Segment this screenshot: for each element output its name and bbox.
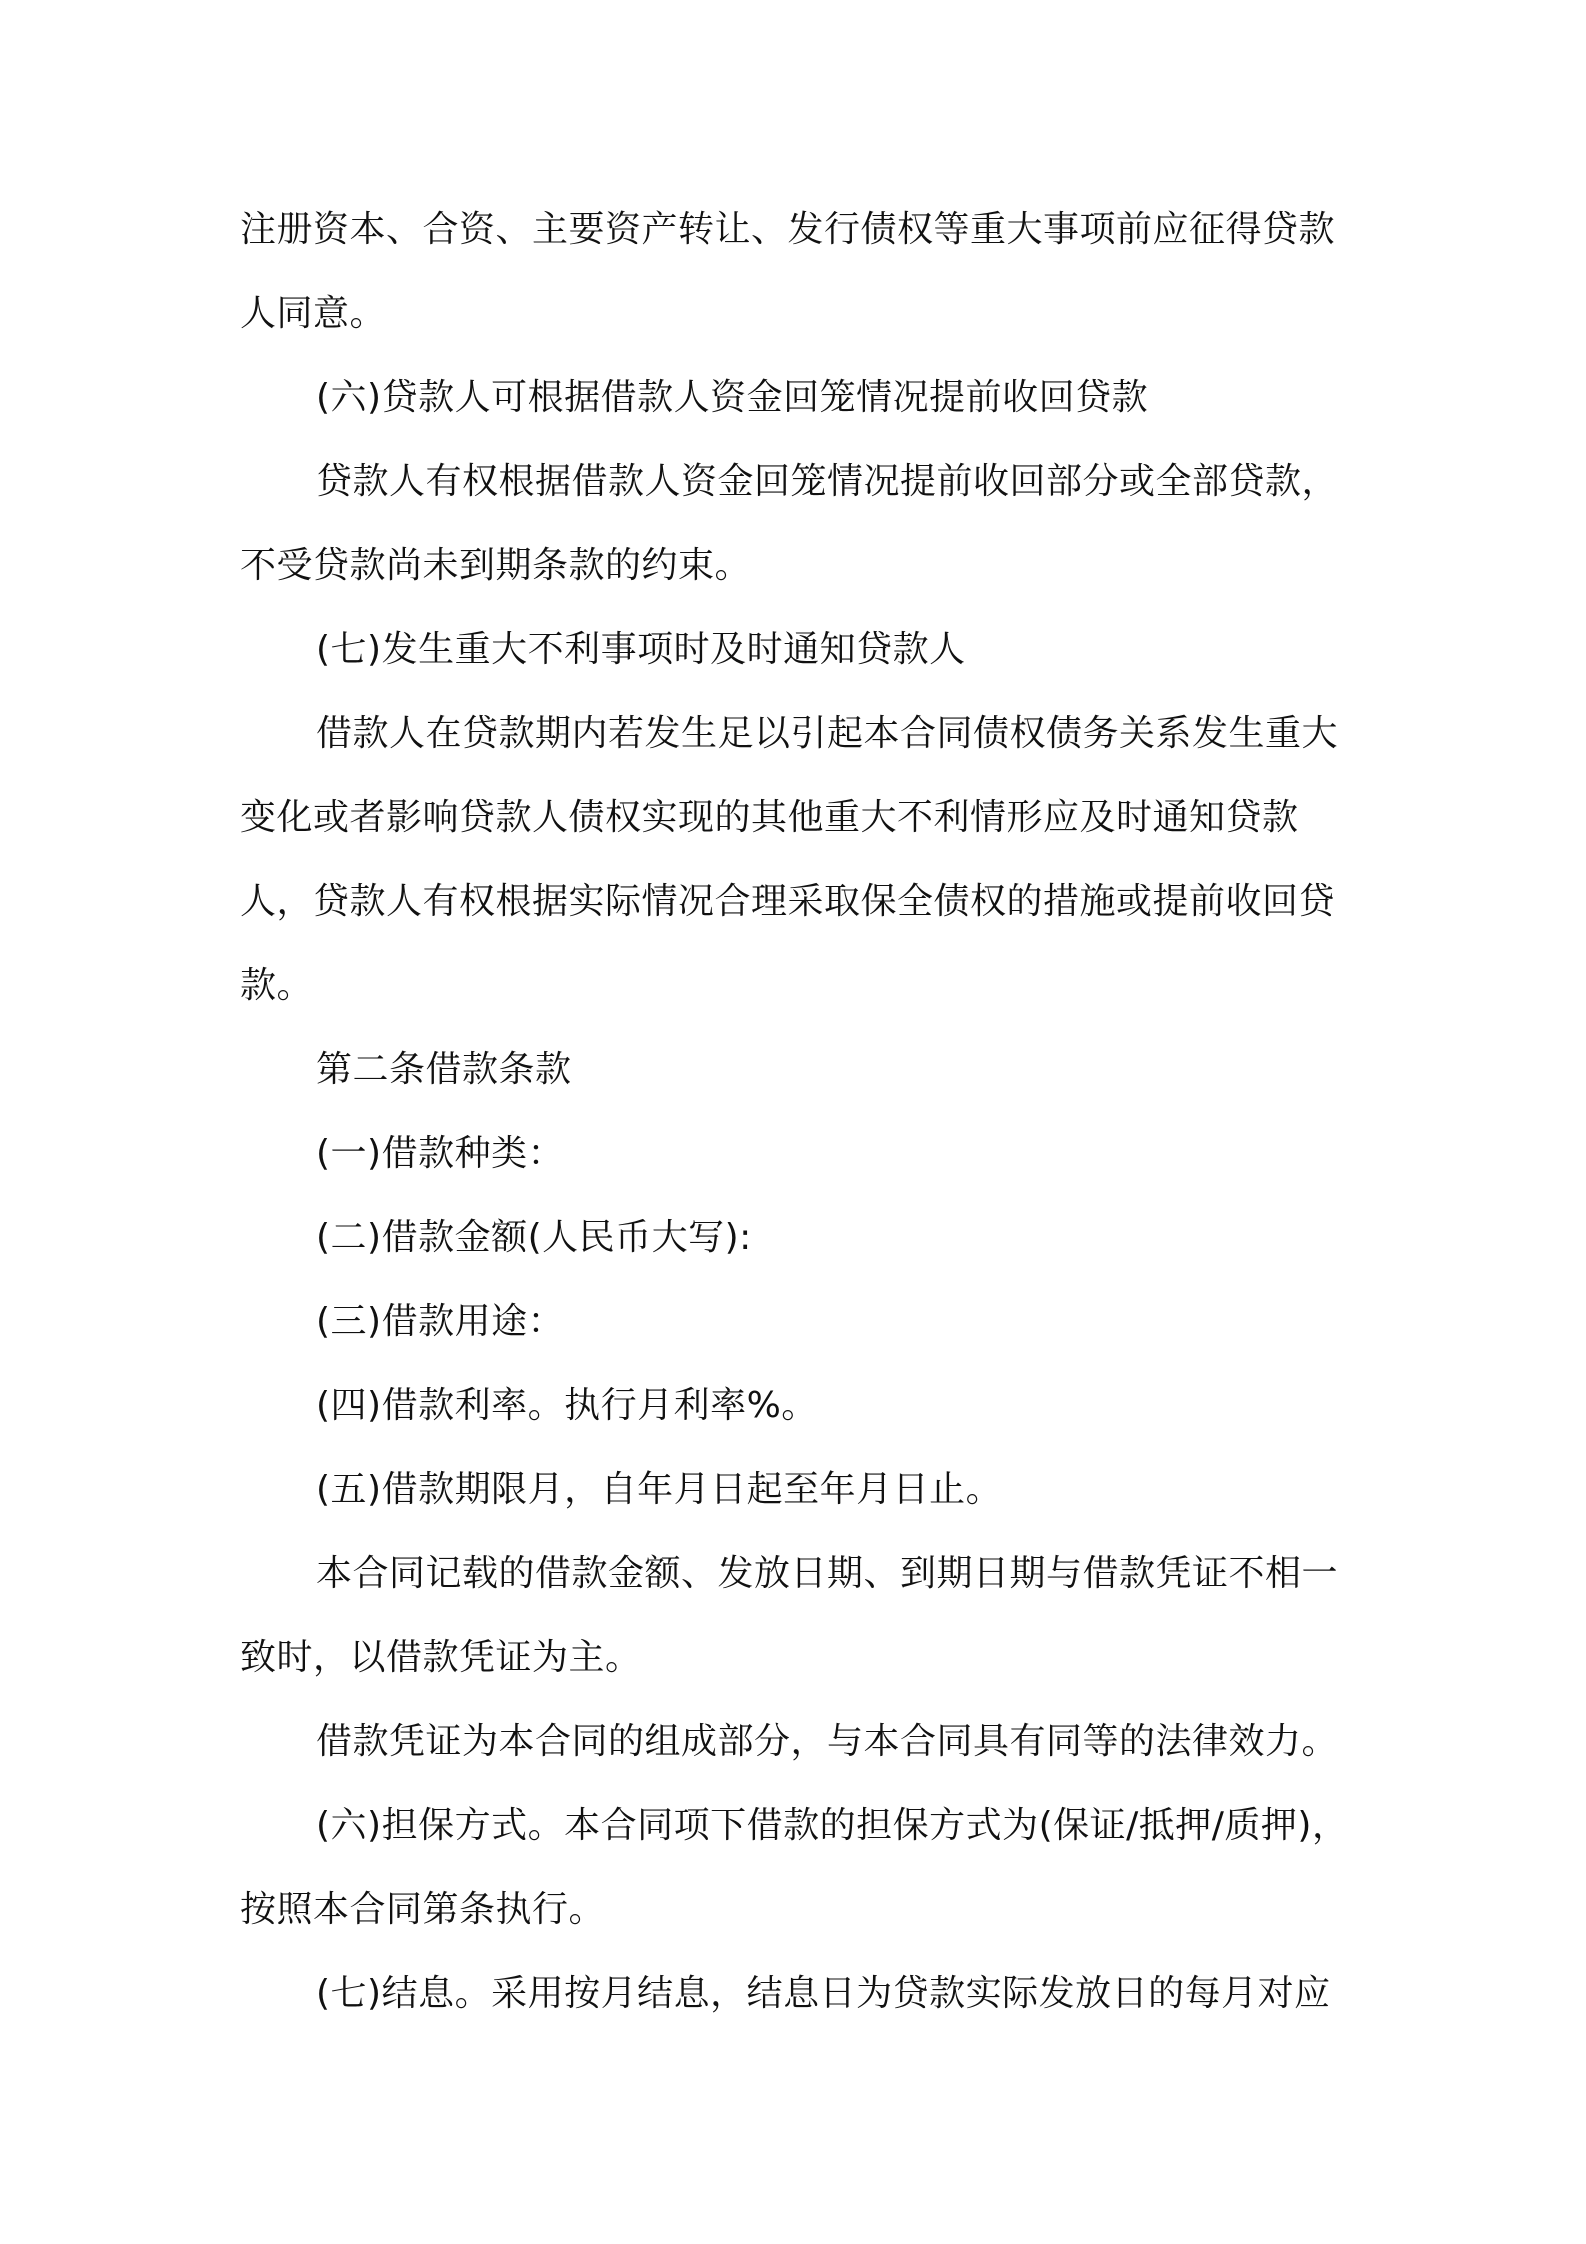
loan-purpose-line: (三)借款用途：: [316, 1301, 565, 1342]
loan-type-line: (一)借款种类：: [316, 1133, 565, 1174]
clause-heading-6: (六)贷款人可根据借款人资金回笼情况提前收回贷款: [316, 377, 1149, 418]
interest-settlement-paragraph: (七)结息。采用按月结息，结息日为贷款实际发放日的每月对应: [316, 1973, 1331, 2014]
guarantee-method-paragraph: (六)担保方式。本合同项下借款的担保方式为(保证/抵押/质押)，按照本合同第条执行。: [240, 1805, 1349, 1930]
paragraph-continuation: 注册资本、合资、主要资产转让、发行债权等重大事项前应征得贷款人同意。: [240, 209, 1336, 334]
loan-amount-line: (二)借款金额(人民币大写):: [316, 1217, 752, 1258]
article-heading-2: 第二条借款条款: [316, 1049, 572, 1090]
voucher-precedence-paragraph: 本合同记载的借款金额、发放日期、到期日期与借款凭证不相一致时，以借款凭证为主。: [240, 1553, 1339, 1678]
loan-term-line: (五)借款期限月，自年月日起至年月日止。: [316, 1469, 1003, 1510]
clause-body-6: 贷款人有权根据借款人资金回笼情况提前收回部分或全部贷款，不受贷款尚未到期条款的约束。: [240, 461, 1339, 586]
loan-rate-line: (四)借款利率。执行月利率%。: [316, 1385, 818, 1426]
document-body: [240, 188, 1360, 2036]
voucher-effect-paragraph: 借款凭证为本合同的组成部分，与本合同具有同等的法律效力。: [316, 1721, 1339, 1762]
clause-heading-7: (七)发生重大不利事项时及时通知贷款人: [316, 629, 966, 670]
clause-body-7: 借款人在贷款期内若发生足以引起本合同债权债务关系发生重大变化或者影响贷款人债权实现的其他重大不利情形应及时通知贷款人，贷款人有权根据实际情况合理采取保全债权的措施或提前收回贷款。: [240, 713, 1339, 1006]
